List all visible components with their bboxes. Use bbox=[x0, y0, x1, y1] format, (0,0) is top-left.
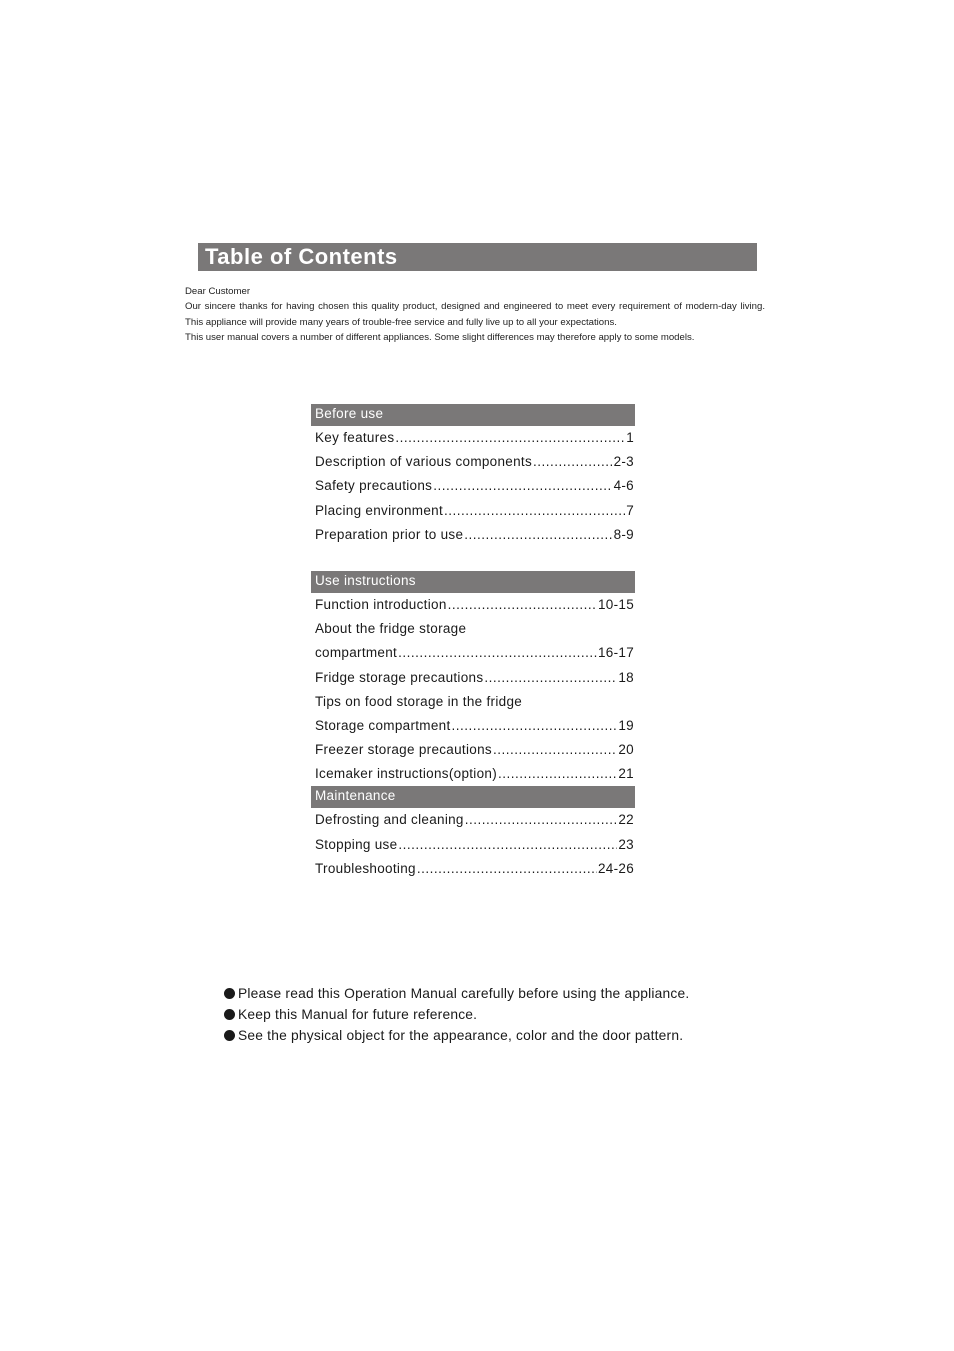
toc-entry-title: Preparation prior to use bbox=[315, 526, 464, 542]
leader-dots bbox=[484, 666, 617, 690]
toc-entry[interactable] bbox=[311, 738, 635, 762]
note-text: Please read this Operation Manual carefully before using the appliance. bbox=[238, 986, 690, 1001]
section-spacer bbox=[311, 547, 635, 571]
toc-entry[interactable] bbox=[311, 641, 635, 665]
note-item bbox=[224, 1025, 824, 1046]
toc-entry-page: 18 bbox=[618, 669, 634, 685]
toc-entry-page: 2-3 bbox=[613, 454, 634, 470]
section-header-maintenance: Maintenance bbox=[311, 786, 635, 808]
leader-dots bbox=[498, 762, 617, 786]
toc-entry-title: Description of various components bbox=[315, 454, 533, 470]
page-title: Table of Contents bbox=[198, 243, 757, 271]
intro-paragraph-2: This user manual covers a number of different appliances. Some slight differences may therefore apply to some models. bbox=[185, 331, 695, 343]
bullet-icon bbox=[224, 1009, 235, 1020]
toc-entry[interactable] bbox=[311, 833, 635, 857]
table-of-contents bbox=[311, 404, 635, 881]
notes-list bbox=[224, 983, 824, 1046]
leader-dots bbox=[448, 593, 597, 617]
bullet-icon bbox=[224, 1030, 235, 1041]
toc-entry[interactable] bbox=[311, 808, 635, 832]
note-text: Keep this Manual for future reference. bbox=[238, 1007, 478, 1022]
toc-entry[interactable] bbox=[311, 474, 635, 498]
toc-entry-page: 20 bbox=[618, 742, 634, 758]
toc-entry-page: 8-9 bbox=[613, 526, 634, 542]
leader-dots bbox=[465, 808, 618, 832]
leader-dots bbox=[452, 714, 618, 738]
toc-entry[interactable] bbox=[311, 617, 635, 641]
intro-text bbox=[185, 284, 765, 345]
toc-entry-title: Key features bbox=[315, 430, 395, 445]
toc-entry-page: 19 bbox=[618, 717, 634, 733]
toc-entry-title: Safety precautions bbox=[315, 478, 433, 494]
toc-entry-page: 1 bbox=[626, 430, 634, 445]
toc-entry-title: Placing environment bbox=[315, 502, 444, 518]
toc-entry-page: 23 bbox=[618, 836, 634, 852]
note-item bbox=[224, 1004, 824, 1025]
leader-dots bbox=[444, 499, 625, 523]
toc-entry-title: Freezer storage precautions bbox=[315, 742, 492, 758]
leader-dots bbox=[417, 857, 597, 881]
toc-entry-title: Storage compartment bbox=[315, 717, 451, 733]
toc-entry[interactable] bbox=[311, 450, 635, 474]
toc-entry-title: Troubleshooting bbox=[315, 860, 416, 876]
toc-entry-title: Fridge storage precautions bbox=[315, 669, 484, 685]
leader-dots bbox=[464, 523, 612, 547]
toc-entry-page: 7 bbox=[626, 502, 634, 518]
section-header-before-use: Before use bbox=[311, 404, 635, 426]
toc-entry-title: Tips on food storage in the fridge bbox=[315, 693, 523, 709]
greeting: Dear Customer bbox=[185, 286, 251, 297]
toc-entry[interactable] bbox=[311, 666, 635, 690]
intro-paragraph-1: Our sincere thanks for having chosen this quality product, designed and engineered to meet every requirement of modern-day living. This appliance will provide many years of trouble-free service and fully live up to all your expectations. bbox=[185, 301, 765, 328]
toc-entry[interactable] bbox=[311, 714, 635, 738]
toc-entry-page: 22 bbox=[618, 812, 634, 828]
toc-entry-title: Defrosting and cleaning bbox=[315, 812, 464, 828]
toc-entry-title: Icemaker instructions(option) bbox=[315, 766, 498, 782]
bullet-icon bbox=[224, 988, 235, 999]
toc-entry-title: Function introduction bbox=[315, 596, 447, 612]
section-header-use-instructions: Use instructions bbox=[311, 571, 635, 593]
toc-entry[interactable] bbox=[311, 426, 635, 450]
toc-entry-page: 10-15 bbox=[597, 596, 634, 612]
toc-entry-page: 4-6 bbox=[613, 478, 634, 494]
note-text: See the physical object for the appearance, color and the door pattern. bbox=[238, 1028, 684, 1043]
toc-entry-title: About the fridge storage bbox=[315, 621, 467, 637]
toc-entry-page: 24-26 bbox=[597, 860, 634, 876]
toc-entry[interactable] bbox=[311, 690, 635, 714]
note-item bbox=[224, 983, 824, 1004]
leader-dots bbox=[395, 426, 625, 450]
toc-entry[interactable] bbox=[311, 499, 635, 523]
toc-entry[interactable] bbox=[311, 762, 635, 786]
toc-entry-title: Stopping use bbox=[315, 836, 398, 852]
leader-dots bbox=[433, 474, 612, 498]
toc-entry-title: compartment bbox=[315, 645, 398, 661]
leader-dots bbox=[493, 738, 617, 762]
toc-entry[interactable] bbox=[311, 523, 635, 547]
toc-entry-page: 16-17 bbox=[597, 645, 634, 661]
toc-entry[interactable] bbox=[311, 593, 635, 617]
leader-dots bbox=[533, 450, 613, 474]
leader-dots bbox=[398, 833, 617, 857]
toc-entry[interactable] bbox=[311, 857, 635, 881]
toc-entry-page: 21 bbox=[618, 766, 634, 782]
leader-dots bbox=[398, 641, 597, 665]
